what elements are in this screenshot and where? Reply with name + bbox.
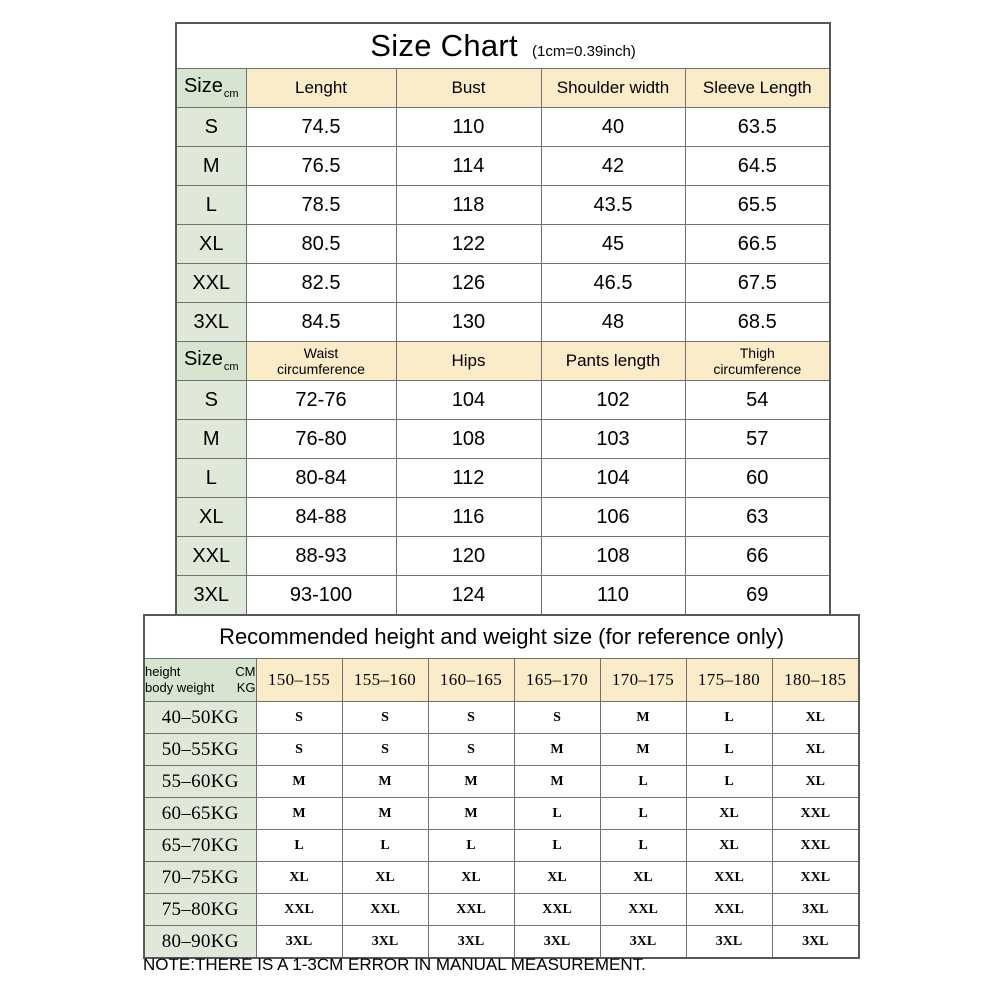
table-row — [176, 147, 830, 186]
recommended-size-3: M — [514, 766, 600, 798]
recommended-size-6: XL — [772, 734, 859, 766]
recommended-size-2: 3XL — [428, 926, 514, 959]
measure-value-3: 67.5 — [685, 264, 830, 303]
height-weight-table — [143, 614, 860, 959]
header-line-2: circumference — [713, 361, 802, 377]
header-line-1: Waist — [303, 344, 339, 361]
measure-value-1: 120 — [396, 537, 541, 576]
recommended-size-5: XXL — [686, 894, 772, 926]
recommended-size-2: S — [428, 702, 514, 734]
table-row — [144, 766, 859, 798]
height-column-header-5: 175–180 — [686, 659, 772, 702]
bottom-measure-header-1 — [396, 342, 541, 381]
recommended-size-6: 3XL — [772, 894, 859, 926]
recommended-size-0: XL — [256, 862, 342, 894]
row-size-label: XXL — [176, 537, 246, 576]
measure-value-3: 65.5 — [685, 186, 830, 225]
row-size-label: L — [176, 459, 246, 498]
unit-conversion-note: (1cm=0.39inch) — [531, 43, 636, 60]
weight-row-label: 60–65KG — [144, 798, 256, 830]
measure-value-2: 102 — [541, 381, 685, 420]
measure-value-3: 57 — [685, 420, 830, 459]
size-column-unit: cm — [223, 87, 239, 100]
table-row — [176, 498, 830, 537]
recommended-size-0: L — [256, 830, 342, 862]
recommended-size-3: L — [514, 830, 600, 862]
size-chart-bottom-header — [176, 342, 830, 381]
recommended-size-3: L — [514, 798, 600, 830]
header-line-1: Thigh — [739, 344, 775, 361]
measure-value-3: 66.5 — [685, 225, 830, 264]
measure-value-3: 60 — [685, 459, 830, 498]
recommended-size-4: XXL — [600, 894, 686, 926]
height-weight-header — [144, 659, 859, 702]
recommended-size-6: 3XL — [772, 926, 859, 959]
table-row — [176, 420, 830, 459]
recommended-size-2: L — [428, 830, 514, 862]
table-row — [144, 894, 859, 926]
measure-value-1: 124 — [396, 576, 541, 616]
measure-value-2: 42 — [541, 147, 685, 186]
row-size-label: L — [176, 186, 246, 225]
measure-value-3: 66 — [685, 537, 830, 576]
weight-row-label: 55–60KG — [144, 766, 256, 798]
table-row — [144, 734, 859, 766]
recommended-size-0: S — [256, 702, 342, 734]
measure-value-0: 74.5 — [246, 108, 396, 147]
corner-weight-label: body weight — [145, 680, 215, 695]
recommended-size-4: 3XL — [600, 926, 686, 959]
recommended-size-3: S — [514, 702, 600, 734]
measure-value-0: 78.5 — [246, 186, 396, 225]
measure-value-3: 63 — [685, 498, 830, 537]
measure-value-2: 43.5 — [541, 186, 685, 225]
measure-value-1: 112 — [396, 459, 541, 498]
recommended-size-4: M — [600, 702, 686, 734]
header-line-1: Pants length — [565, 350, 661, 370]
measure-value-2: 46.5 — [541, 264, 685, 303]
corner-height-row — [145, 664, 256, 680]
weight-row-label: 65–70KG — [144, 830, 256, 862]
recommended-size-3: 3XL — [514, 926, 600, 959]
table-row — [176, 303, 830, 342]
row-size-label: S — [176, 108, 246, 147]
recommended-size-4: L — [600, 798, 686, 830]
recommended-size-1: XXL — [342, 894, 428, 926]
measure-value-0: 76-80 — [246, 420, 396, 459]
row-size-label: 3XL — [176, 303, 246, 342]
top-measure-header-0: Lenght — [246, 69, 396, 108]
measure-value-2: 110 — [541, 576, 685, 616]
table-row — [176, 108, 830, 147]
height-weight-title-body — [144, 615, 859, 659]
weight-row-label: 80–90KG — [144, 926, 256, 959]
table-row — [176, 576, 830, 616]
measure-value-3: 64.5 — [685, 147, 830, 186]
recommended-size-1: M — [342, 766, 428, 798]
size-column-label: Size — [183, 74, 223, 97]
table-row — [176, 186, 830, 225]
size-column-label: Size — [183, 347, 223, 370]
recommended-size-1: 3XL — [342, 926, 428, 959]
recommended-size-0: M — [256, 766, 342, 798]
recommended-size-2: M — [428, 798, 514, 830]
recommended-size-6: XL — [772, 702, 859, 734]
weight-row-label: 40–50KG — [144, 702, 256, 734]
size-chart-title: Size Chart — [370, 28, 518, 63]
measure-value-0: 84-88 — [246, 498, 396, 537]
table-row — [176, 537, 830, 576]
height-column-header-1: 155–160 — [342, 659, 428, 702]
table-row — [144, 830, 859, 862]
recommended-size-0: 3XL — [256, 926, 342, 959]
recommended-size-5: XXL — [686, 862, 772, 894]
table-row — [144, 862, 859, 894]
height-column-header-4: 170–175 — [600, 659, 686, 702]
measure-value-3: 63.5 — [685, 108, 830, 147]
recommended-size-2: S — [428, 734, 514, 766]
measure-value-0: 84.5 — [246, 303, 396, 342]
weight-row-label: 70–75KG — [144, 862, 256, 894]
corner-weight-row — [145, 680, 256, 696]
recommended-size-3: XL — [514, 862, 600, 894]
measure-value-2: 40 — [541, 108, 685, 147]
bottom-measure-header-3 — [685, 342, 830, 381]
recommended-size-2: XXL — [428, 894, 514, 926]
measure-value-1: 110 — [396, 108, 541, 147]
measure-value-2: 48 — [541, 303, 685, 342]
measure-value-0: 93-100 — [246, 576, 396, 616]
size-column-unit: cm — [223, 360, 239, 373]
measure-value-3: 54 — [685, 381, 830, 420]
row-size-label: XL — [176, 225, 246, 264]
measure-value-0: 82.5 — [246, 264, 396, 303]
top-measure-header-2: Shoulder width — [541, 69, 685, 108]
top-measure-header-1: Bust — [396, 69, 541, 108]
recommended-size-6: XXL — [772, 862, 859, 894]
measure-value-0: 76.5 — [246, 147, 396, 186]
corner-height-label: height — [145, 663, 181, 679]
header-line-1: Hips — [451, 350, 486, 370]
recommended-size-3: XXL — [514, 894, 600, 926]
table-row — [176, 381, 830, 420]
row-size-label: S — [176, 381, 246, 420]
table-row — [144, 926, 859, 959]
height-weight-title: Recommended height and weight size (for reference only) — [144, 615, 859, 659]
measure-value-1: 126 — [396, 264, 541, 303]
measure-value-0: 88-93 — [246, 537, 396, 576]
recommended-size-1: S — [342, 702, 428, 734]
measure-value-0: 72-76 — [246, 381, 396, 420]
recommended-size-0: M — [256, 798, 342, 830]
size-chart-table — [175, 22, 831, 616]
measure-value-2: 45 — [541, 225, 685, 264]
recommended-size-5: L — [686, 734, 772, 766]
recommended-size-1: XL — [342, 862, 428, 894]
height-weight-title-row — [144, 615, 859, 659]
measure-value-1: 118 — [396, 186, 541, 225]
row-size-label: M — [176, 420, 246, 459]
size-chart-top-header — [176, 69, 830, 108]
weight-row-label: 75–80KG — [144, 894, 256, 926]
size-chart-bottom-rows — [176, 381, 830, 616]
measure-value-0: 80-84 — [246, 459, 396, 498]
recommended-size-5: 3XL — [686, 926, 772, 959]
size-column-header — [176, 342, 246, 381]
row-size-label: M — [176, 147, 246, 186]
measure-value-1: 108 — [396, 420, 541, 459]
height-column-header-0: 150–155 — [256, 659, 342, 702]
corner-weight-unit: KG — [236, 680, 256, 695]
measure-value-1: 104 — [396, 381, 541, 420]
row-size-label: 3XL — [176, 576, 246, 616]
measure-value-3: 69 — [685, 576, 830, 616]
size-chart-top-header-row — [176, 69, 830, 108]
measure-value-2: 104 — [541, 459, 685, 498]
recommended-size-5: L — [686, 702, 772, 734]
recommended-size-4: L — [600, 766, 686, 798]
measure-value-1: 114 — [396, 147, 541, 186]
recommended-size-2: M — [428, 766, 514, 798]
recommended-size-5: L — [686, 766, 772, 798]
row-size-label: XL — [176, 498, 246, 537]
recommended-size-1: M — [342, 798, 428, 830]
bottom-measure-header-0 — [246, 342, 396, 381]
recommended-size-5: XL — [686, 830, 772, 862]
weight-row-label: 50–55KG — [144, 734, 256, 766]
size-chart-title-cell — [176, 23, 830, 69]
recommended-size-1: L — [342, 830, 428, 862]
top-measure-header-3: Sleeve Length — [685, 69, 830, 108]
row-size-label: XXL — [176, 264, 246, 303]
measure-value-2: 103 — [541, 420, 685, 459]
recommended-size-6: XL — [772, 766, 859, 798]
measure-value-1: 130 — [396, 303, 541, 342]
size-chart-body — [176, 23, 830, 69]
recommended-size-2: XL — [428, 862, 514, 894]
table-row — [176, 225, 830, 264]
table-row — [144, 798, 859, 830]
height-column-header-6: 180–185 — [772, 659, 859, 702]
height-column-header-3: 165–170 — [514, 659, 600, 702]
recommended-size-6: XXL — [772, 830, 859, 862]
measure-value-2: 108 — [541, 537, 685, 576]
size-chart-title-row — [176, 23, 830, 69]
table-row — [176, 459, 830, 498]
height-weight-corner-cell — [144, 659, 256, 702]
size-chart-bottom-header-row — [176, 342, 830, 381]
corner-height-unit: CM — [235, 663, 256, 679]
size-column-header — [176, 69, 246, 108]
measure-value-1: 116 — [396, 498, 541, 537]
recommended-size-0: XXL — [256, 894, 342, 926]
header-line-2: circumference — [277, 361, 365, 377]
measure-value-1: 122 — [396, 225, 541, 264]
recommended-size-3: M — [514, 734, 600, 766]
size-chart-top-rows — [176, 108, 830, 342]
measurement-note: NOTE:THERE IS A 1-3CM ERROR IN MANUAL MEASUREMENT. — [143, 955, 646, 974]
height-column-header-2: 160–165 — [428, 659, 514, 702]
measure-value-2: 106 — [541, 498, 685, 537]
recommended-size-0: S — [256, 734, 342, 766]
recommended-size-1: S — [342, 734, 428, 766]
recommended-size-6: XXL — [772, 798, 859, 830]
table-row — [144, 702, 859, 734]
recommended-size-5: XL — [686, 798, 772, 830]
measure-value-0: 80.5 — [246, 225, 396, 264]
height-weight-rows — [144, 702, 859, 959]
recommended-size-4: L — [600, 830, 686, 862]
table-row — [176, 264, 830, 303]
recommended-size-4: M — [600, 734, 686, 766]
height-weight-header-row — [144, 659, 859, 702]
bottom-measure-header-2 — [541, 342, 685, 381]
measure-value-3: 68.5 — [685, 303, 830, 342]
recommended-size-4: XL — [600, 862, 686, 894]
